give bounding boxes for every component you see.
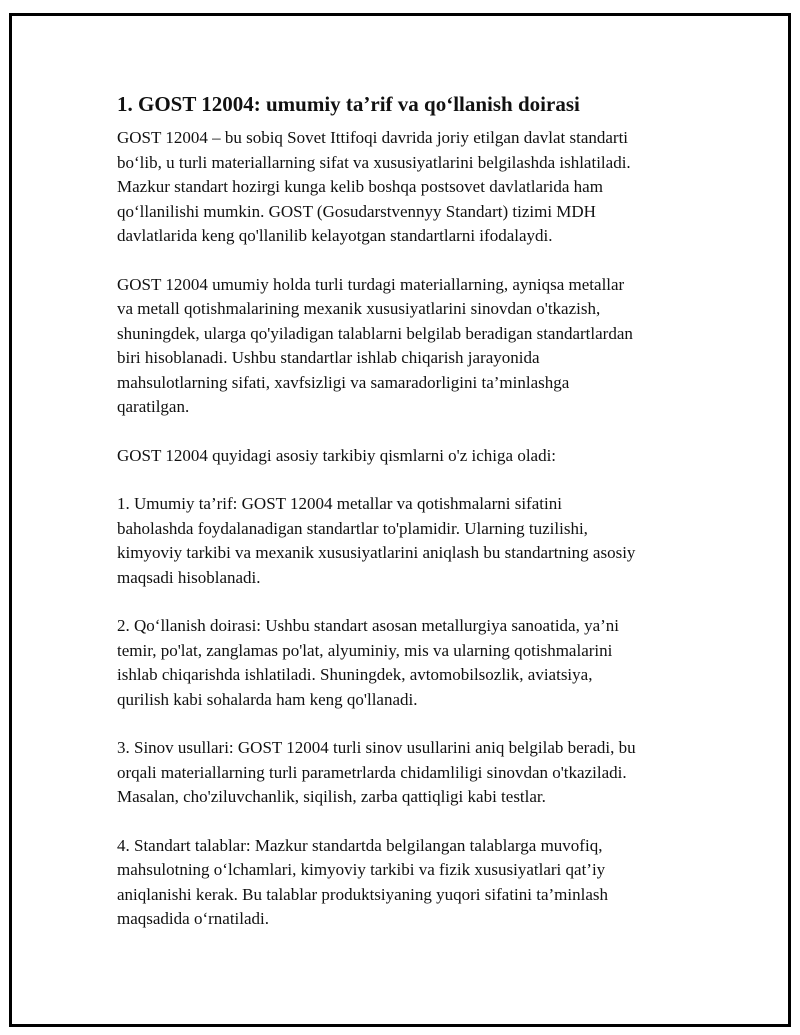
paragraph-intro: GOST 12004 – bu sobiq Sovet Ittifoqi davrida joriy etilgan davlat standarti bo‘lib, u turli materiallarning sifat va xususiyatlarini belgilashda ishlatiladi. Mazkur standart hozirgi kunga kelib boshqa postsovet davlatlarida ham qo‘llanilishi mumkin. GOST (Gosudarstvennyy Standart) tizimi MDH davlatlarida keng qo'llanilib kelayotgan standartlarni ifodalaydi.: [117, 128, 631, 245]
document-body: [117, 90, 717, 956]
paragraph-overview: GOST 12004 umumiy holda turli turdagi materiallarning, ayniqsa metallar va metall qotishmalarining mexanik xususiyatlarini sinovdan o'tkazish, shuningdek, ularga qo'yiladigan talablarni belgilab beradigan standartlardan biri hisoblanadi. Ushbu standartlar ishlab chiqarish jarayonida mahsulotlarning sifati, xavfsizligi va samaradorligini ta’minlashga qaratilgan.: [117, 274, 633, 416]
paragraph-item-4: 4. Standart talablar: Mazkur standartda belgilangan talablarga muvofiq, mahsulotning o‘lchamlari, kimyoviy tarkibi va fizik xususiyatlari qat’iy aniqlanishi kerak. Bu talablar produktsiyaning yuqori sifatini ta’minlash maqsadida o‘rnatiladi.: [117, 835, 609, 928]
paragraph-item-2: 2. Qo‘llanish doirasi: Ushbu standart asosan metallurgiya sanoatida, ya’ni temir, po'lat, zanglamas po'lat, alyuminiy, mis va ularning qotishmalarini ishlab chiqarishda ishlatiladi. Shuningdek, avtomobilsozlik, aviatsiya, qurilish kabi sohalarda ham keng qo'llanadi.: [117, 616, 620, 709]
section-heading: 1. GOST 12004: umumiy ta’rif va qo‘llanish doirasi: [117, 92, 580, 116]
paragraph-item-3: 3. Sinov usullari: GOST 12004 turli sinov usullarini aniq belgilab beradi, bu orqali materiallarning turli parametrlarda chidamliligi sinovdan o'tkaziladi. Masalan, cho'ziluvchanlik, siqilish, zarba qattiqligi kabi testlar.: [117, 738, 636, 806]
paragraph-components-intro: GOST 12004 quyidagi asosiy tarkibiy qismlarni o'z ichiga oladi:: [117, 445, 557, 465]
paragraph-item-1: 1. Umumiy ta’rif: GOST 12004 metallar va qotishmalarni sifatini baholashda foydalanadigan standartlar to'plamidir. Ularning tuzilishi, kimyoviy tarkibi va mexanik xususiyatlarini aniqlash bu standartning asosiy maqsadi hisoblanadi.: [117, 494, 636, 587]
